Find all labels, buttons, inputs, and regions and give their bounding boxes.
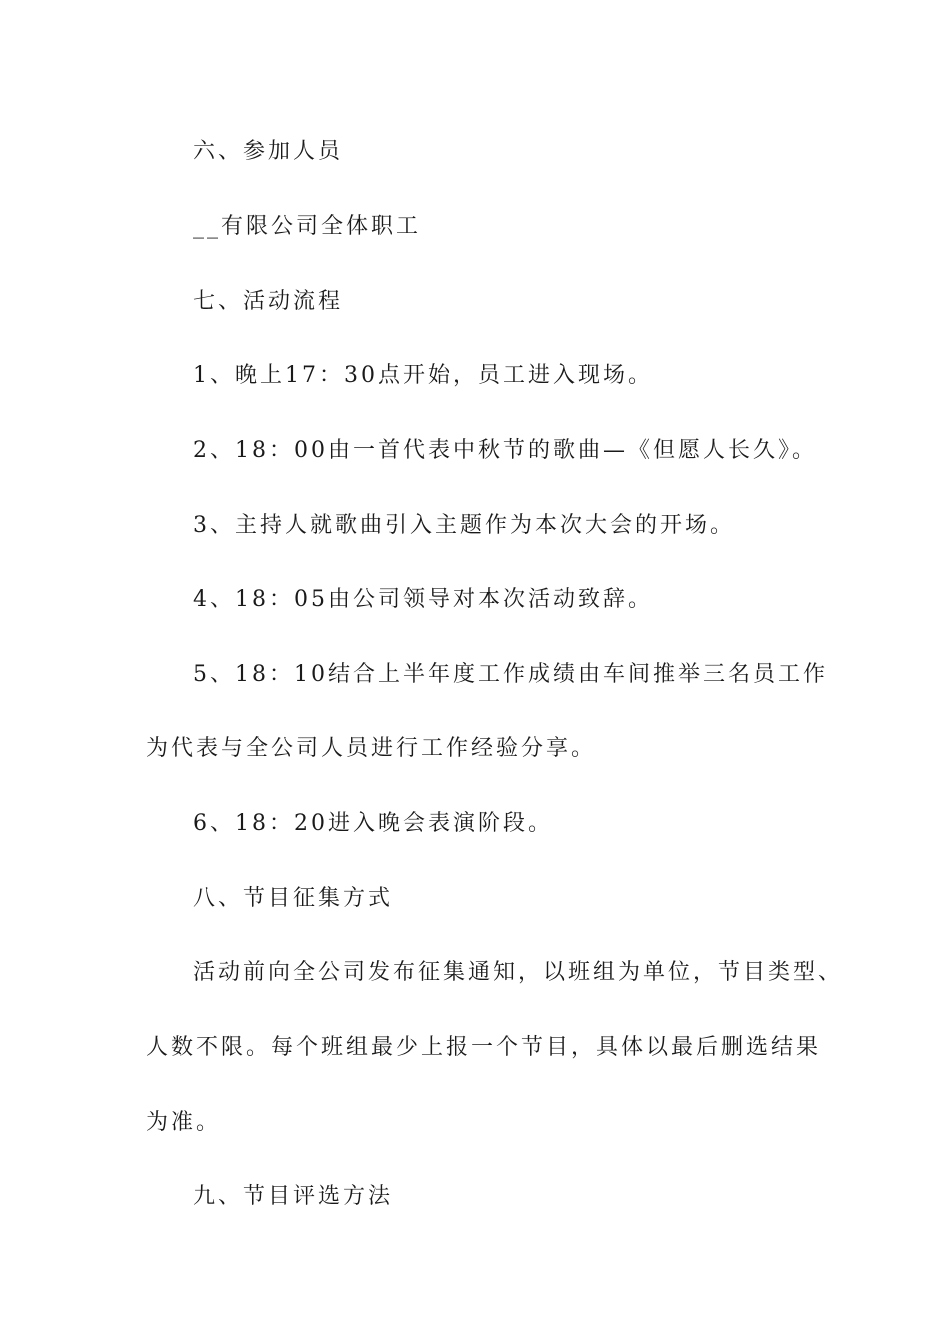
section-heading-selection: 九、节目评选方法 — [193, 1184, 394, 1209]
section-heading-collection: 八、节目征集方式 — [193, 886, 394, 911]
paragraph-participants: __有限公司全体职工 — [193, 214, 422, 239]
process-step-6: 6、18：20进入晚会表演阶段。 — [193, 811, 553, 836]
paragraph-collection-end: 为准。 — [146, 1110, 222, 1135]
process-step-2: 2、18：00由一首代表中秋节的歌曲—《但愿人长久》。 — [193, 438, 817, 463]
paragraph-collection-continued: 人数不限。每个班组最少上报一个节目，具体以最后删选结果 — [146, 1035, 822, 1060]
process-step-5-continued: 为代表与全公司人员进行工作经验分享。 — [146, 736, 597, 761]
process-step-1: 1、晚上17：30点开始，员工进入现场。 — [193, 363, 653, 388]
process-step-3: 3、主持人就歌曲引入主题作为本次大会的开场。 — [193, 513, 735, 538]
paragraph-collection: 活动前向全公司发布征集通知，以班组为单位，节目类型、 — [193, 960, 844, 985]
section-heading-process: 七、活动流程 — [193, 289, 344, 314]
process-step-5: 5、18：10结合上半年度工作成绩由车间推举三名员工作 — [193, 662, 828, 687]
process-step-4: 4、18：05由公司领导对本次活动致辞。 — [193, 587, 653, 612]
section-heading-participants: 六、参加人员 — [193, 139, 344, 164]
